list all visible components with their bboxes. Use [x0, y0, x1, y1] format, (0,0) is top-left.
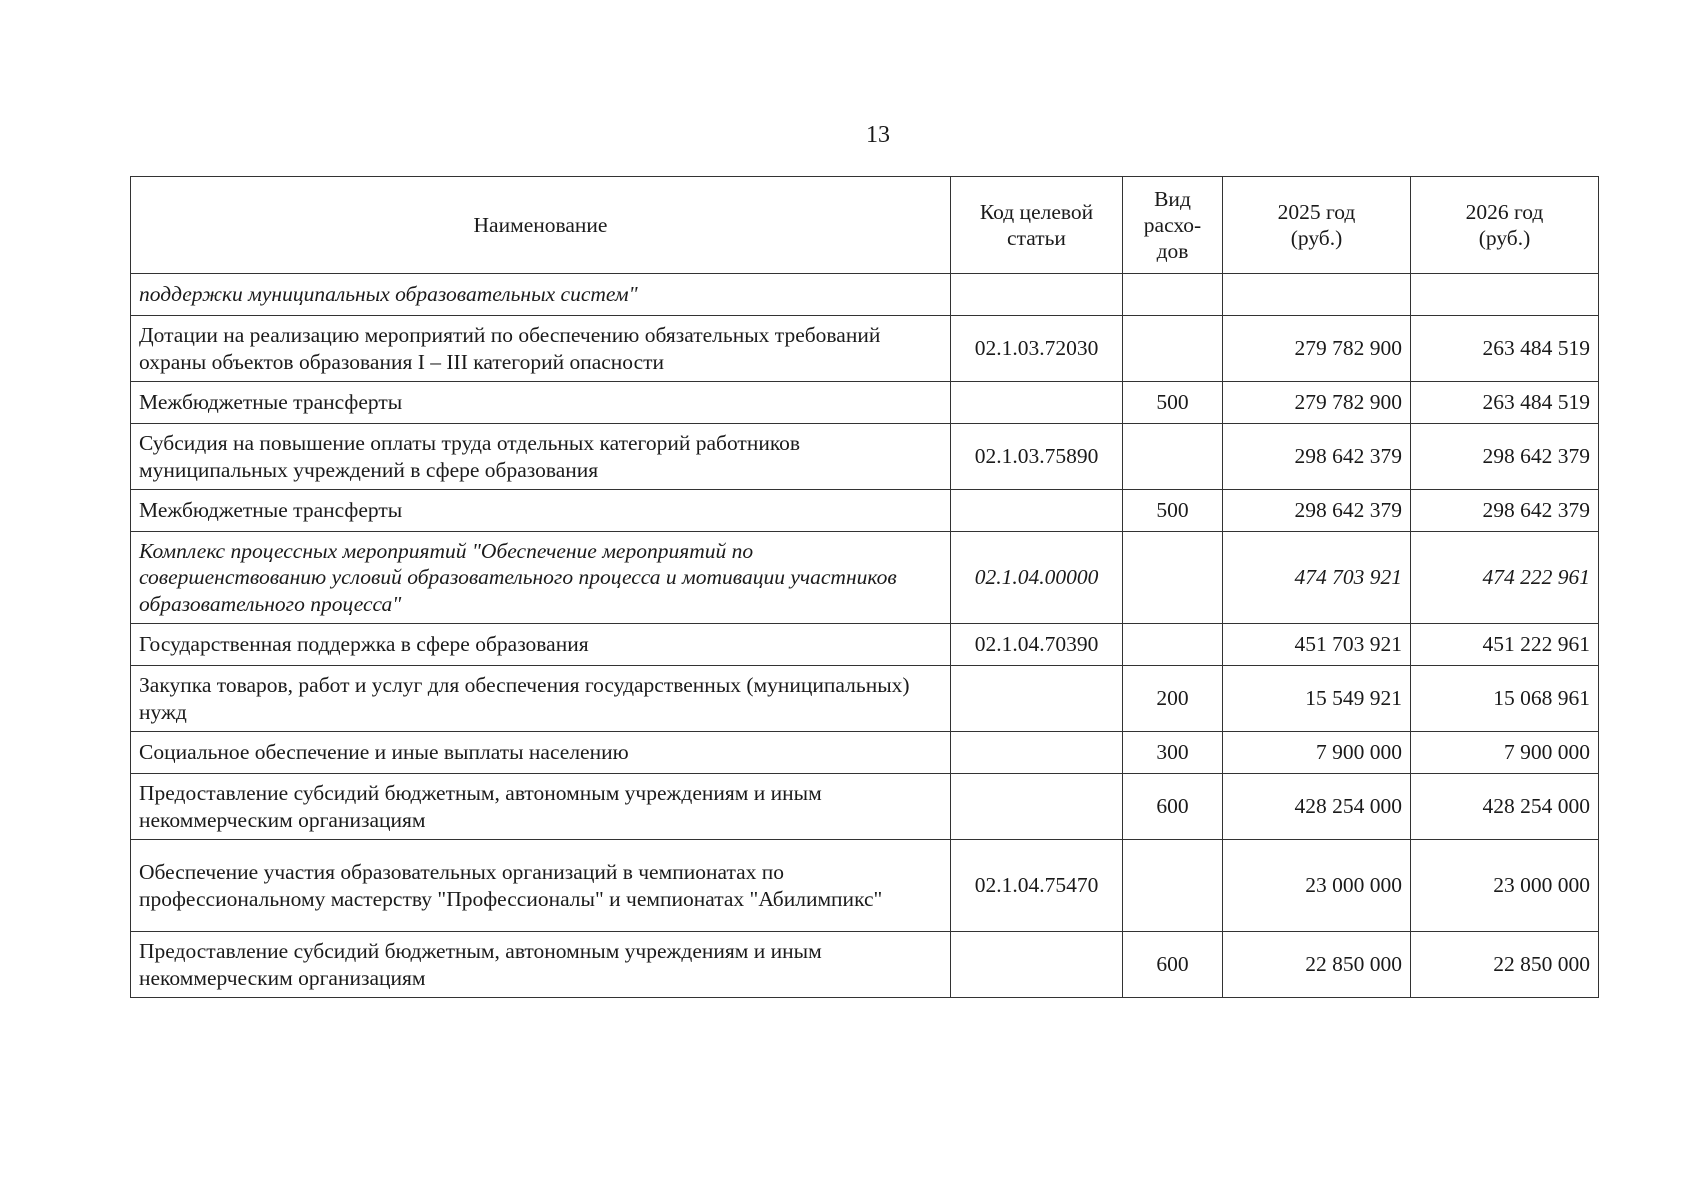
row-amount-2025: 15 549 921 [1223, 666, 1411, 732]
row-name: Государственная поддержка в сфере образования [131, 624, 951, 666]
row-amount-2026: 263 484 519 [1411, 316, 1599, 382]
header-year-2026: 2026 год (руб.) [1411, 177, 1599, 274]
row-name: Предоставление субсидий бюджетным, автономным учреждениям и иным некоммерческим организациям [131, 774, 951, 840]
row-code [951, 274, 1123, 316]
row-name: Закупка товаров, работ и услуг для обеспечения государственных (муниципальных) нужд [131, 666, 951, 732]
row-code [951, 932, 1123, 998]
row-amount-2026: 451 222 961 [1411, 624, 1599, 666]
header-year-2025: 2025 год (руб.) [1223, 177, 1411, 274]
row-amount-2026: 7 900 000 [1411, 732, 1599, 774]
row-amount-2025: 451 703 921 [1223, 624, 1411, 666]
row-amount-2026: 23 000 000 [1411, 840, 1599, 932]
table-row [131, 424, 1599, 490]
row-name: Социальное обеспечение и иные выплаты населению [131, 732, 951, 774]
table-row [131, 774, 1599, 840]
row-code [951, 490, 1123, 532]
table-row [131, 316, 1599, 382]
row-name: Комплекс процессных мероприятий "Обеспечение мероприятий по совершенствованию условий образовательного процесса и мотивации участников образовательного процесса" [131, 532, 951, 624]
budget-table [130, 176, 1599, 998]
table-row [131, 932, 1599, 998]
row-name: Предоставление субсидий бюджетным, автономным учреждениям и иным некоммерческим организациям [131, 932, 951, 998]
table-row [131, 624, 1599, 666]
row-amount-2025: 428 254 000 [1223, 774, 1411, 840]
table-row [131, 732, 1599, 774]
row-code: 02.1.04.70390 [951, 624, 1123, 666]
row-amount-2026 [1411, 274, 1599, 316]
row-expense-kind: 600 [1123, 774, 1223, 840]
row-code [951, 666, 1123, 732]
row-expense-kind [1123, 316, 1223, 382]
row-code [951, 732, 1123, 774]
table-row [131, 666, 1599, 732]
table-body [131, 274, 1599, 998]
row-expense-kind [1123, 274, 1223, 316]
row-amount-2025: 7 900 000 [1223, 732, 1411, 774]
header-code: Код целевой статьи [951, 177, 1123, 274]
header-kind: Вид расхо-дов [1123, 177, 1223, 274]
row-code: 02.1.03.75890 [951, 424, 1123, 490]
row-amount-2025: 23 000 000 [1223, 840, 1411, 932]
row-expense-kind [1123, 532, 1223, 624]
table-header-row [131, 177, 1599, 274]
row-amount-2025 [1223, 274, 1411, 316]
row-amount-2026: 474 222 961 [1411, 532, 1599, 624]
table-row [131, 490, 1599, 532]
table-row [131, 274, 1599, 316]
table-row [131, 382, 1599, 424]
row-expense-kind [1123, 624, 1223, 666]
row-name: поддержки муниципальных образовательных систем" [131, 274, 951, 316]
row-amount-2026: 298 642 379 [1411, 490, 1599, 532]
row-code [951, 774, 1123, 840]
row-name: Межбюджетные трансферты [131, 490, 951, 532]
row-amount-2025: 279 782 900 [1223, 316, 1411, 382]
row-expense-kind [1123, 840, 1223, 932]
row-name: Субсидия на повышение оплаты труда отдельных категорий работников муниципальных учреждений в сфере образования [131, 424, 951, 490]
row-amount-2026: 263 484 519 [1411, 382, 1599, 424]
row-name: Межбюджетные трансферты [131, 382, 951, 424]
table-row [131, 532, 1599, 624]
row-amount-2025: 298 642 379 [1223, 490, 1411, 532]
row-expense-kind [1123, 424, 1223, 490]
row-amount-2025: 22 850 000 [1223, 932, 1411, 998]
page-number: 13 [866, 122, 890, 148]
row-name: Дотации на реализацию мероприятий по обеспечению обязательных требований охраны объектов образования I – III категорий опасности [131, 316, 951, 382]
row-expense-kind: 500 [1123, 490, 1223, 532]
table-row [131, 840, 1599, 932]
row-amount-2025: 474 703 921 [1223, 532, 1411, 624]
row-amount-2026: 15 068 961 [1411, 666, 1599, 732]
row-amount-2026: 428 254 000 [1411, 774, 1599, 840]
row-code [951, 382, 1123, 424]
row-amount-2025: 298 642 379 [1223, 424, 1411, 490]
row-amount-2025: 279 782 900 [1223, 382, 1411, 424]
header-name: Наименование [131, 177, 951, 274]
row-code: 02.1.04.00000 [951, 532, 1123, 624]
row-code: 02.1.03.72030 [951, 316, 1123, 382]
row-expense-kind: 300 [1123, 732, 1223, 774]
row-code: 02.1.04.75470 [951, 840, 1123, 932]
row-expense-kind: 600 [1123, 932, 1223, 998]
row-amount-2026: 22 850 000 [1411, 932, 1599, 998]
row-expense-kind: 200 [1123, 666, 1223, 732]
row-name: Обеспечение участия образовательных организаций в чемпионатах по профессиональному мастерству "Профессионалы" и чемпионатах "Абилимпикс" [131, 840, 951, 932]
row-expense-kind: 500 [1123, 382, 1223, 424]
row-amount-2026: 298 642 379 [1411, 424, 1599, 490]
